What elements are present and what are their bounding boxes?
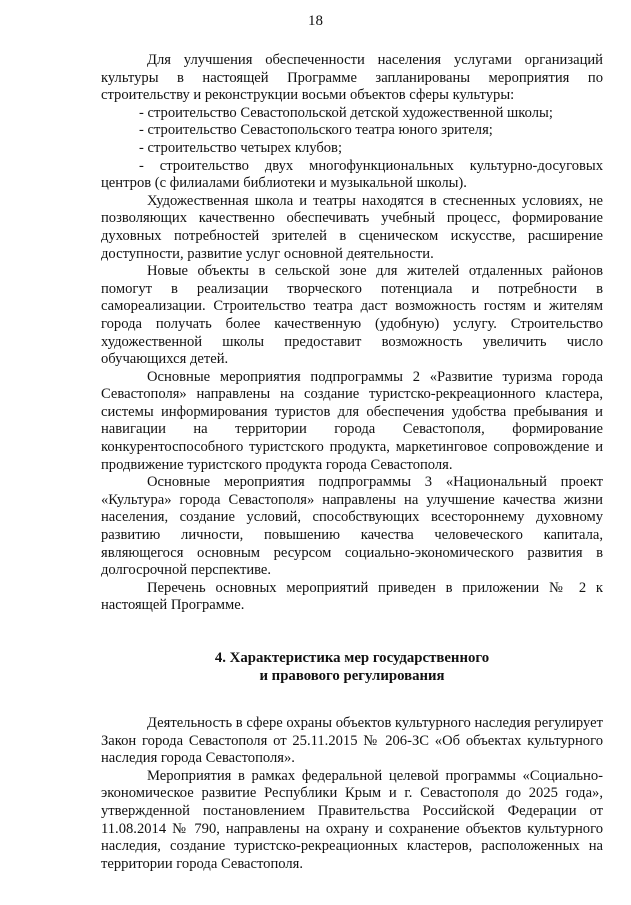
paragraph: Для улучшения обеспеченности населения услугами организаций культуры в настоящей Программе запланированы мероприятия по строительству и реконструкции восьми объектов сферы культуры: — [101, 52, 603, 104]
page-number: 18 — [308, 13, 323, 29]
paragraph: Перечень основных мероприятий приведен в приложении № 2 к настоящей Программе. — [101, 579, 603, 614]
section-heading-line-2: и правового регулирования — [259, 668, 445, 684]
paragraph: Основные мероприятия подпрограммы 2 «Развитие туризма города Севастополя» направлены на создание туристско-рекреационного кластера, системы информирования туристов для обеспечения удобства пребывания и навигации на территории города Севастополя, формирование конкурентоспособного туристского продукта, маркетинговое сопровождение и продвижение туристского продукта города Севастополя. — [101, 368, 603, 473]
section-heading — [101, 649, 603, 685]
paragraph: Художественная школа и театры находятся в стесненных условиях, не позволяющих качественно обеспечивать учебный процесс, формирование духовных потребностей зрителей в сценическом искусстве, расширение доступности, развитие услуг основной деятельности. — [101, 192, 603, 262]
section-heading-line-1: 4. Характеристика мер государственного — [214, 650, 490, 666]
list-item: - строительство Севастопольской детской художественной школы; — [139, 104, 553, 121]
paragraph: Основные мероприятия подпрограммы 3 «Национальный проект «Культура» города Севастополя» направлены на улучшение качества жизни населения, создание условий, способствующих всестороннему духовному развитию личности, повышению качества человеческого капитала, являющегося основным ресурсом социально-экономического развития в долгосрочной перспективе. — [101, 474, 603, 579]
section-text-after-heading — [101, 715, 603, 873]
page-body — [101, 52, 603, 873]
paragraph: Новые объекты в сельской зоне для жителей отдаленных районов помогут в реализации творческого потенциала и потребности в самореализации. Строительство театра даст возможность гостям и жителям города получать более качественную (удобную) услугу. Строительство художественной школы предоставит возможность увеличить число обучающихся детей. — [101, 263, 603, 368]
paragraph: Деятельность в сфере охраны объектов культурного наследия регулирует Закон города Севастополя от 25.11.2015 № 206-ЗС «Об объектах культурного наследия города Севастополя». — [101, 715, 603, 767]
paragraph: Мероприятия в рамках федеральной целевой программы «Социально-экономическое развитие Республики Крым и г. Севастополя до 2025 года», утвержденной постановлением Правительства Российской Федерации от 11.08.2014 № 790, направлены на охрану и сохранение объектов культурного наследия, создание туристско-рекреационных кластеров, расположенных на территории города Севастополя. — [101, 767, 603, 872]
section-text-before-heading — [101, 52, 603, 615]
list-item: - строительство четырех клубов; — [139, 139, 343, 156]
list-item: - строительство двух многофункциональных культурно-досуговых центров (с филиалами библиотеки и музыкальной школы). — [101, 157, 603, 192]
list-item: - строительство Севастопольского театра юного зрителя; — [139, 122, 493, 139]
